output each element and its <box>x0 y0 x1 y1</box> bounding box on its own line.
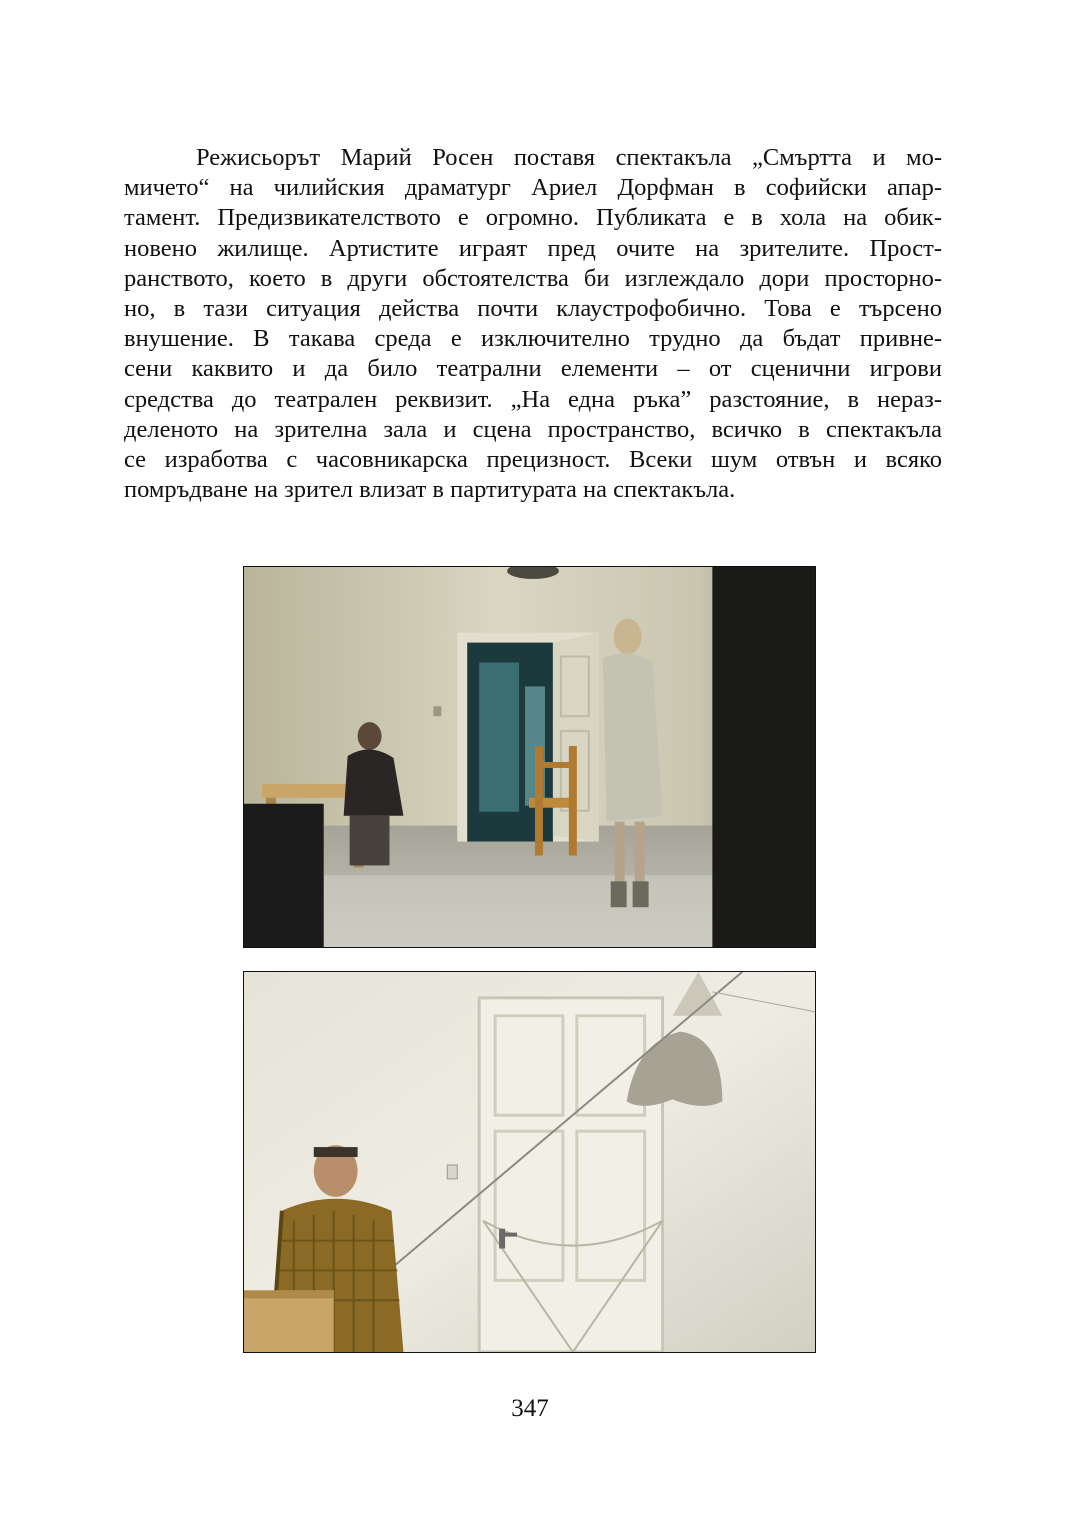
photo-illustration <box>244 567 815 947</box>
text-line: ранството, което в други обстоятелства би изглеждало дори просторно- <box>124 264 942 292</box>
text-line: мичето“ на чилийския драматург Ариел Дорфман в софийски апар- <box>124 174 942 202</box>
text-line: сени каквито и да било театрални елементи – от сценични игрови <box>124 355 942 383</box>
text-line: но, в тази ситуация действа почти клаустрофобично. Това е търсено <box>124 294 942 322</box>
text-line: деленото на зрителна зала и сцена пространство, всичко в спектакъла <box>124 415 942 443</box>
text-line: Режисьорът Марий Росен поставя спектакъла „Смъртта и мо- <box>196 144 942 171</box>
text-line: помръдване на зрител влизат в партитурата на спектакъла. <box>124 476 736 504</box>
stage-photo-door <box>243 971 816 1353</box>
text-line: тамент. Предизвикателството е огромно. Публиката е в хола на обик- <box>124 204 942 232</box>
page-number: 347 <box>511 1395 549 1422</box>
photo-illustration <box>244 972 815 1352</box>
stage-photo-room <box>243 566 816 948</box>
text-line: се изработва с часовникарска прецизност. Всеки шум отвън и всяко <box>124 445 942 473</box>
body-text <box>124 143 942 505</box>
text-line: средства до театрален реквизит. „На една ръка” разстояние, в нераз- <box>124 385 942 413</box>
text-line: внушение. В такава среда е изключително трудно да бъдат привне- <box>124 325 942 353</box>
text-line: новено жилище. Артистите играят пред очите на зрителите. Прост- <box>124 234 942 262</box>
